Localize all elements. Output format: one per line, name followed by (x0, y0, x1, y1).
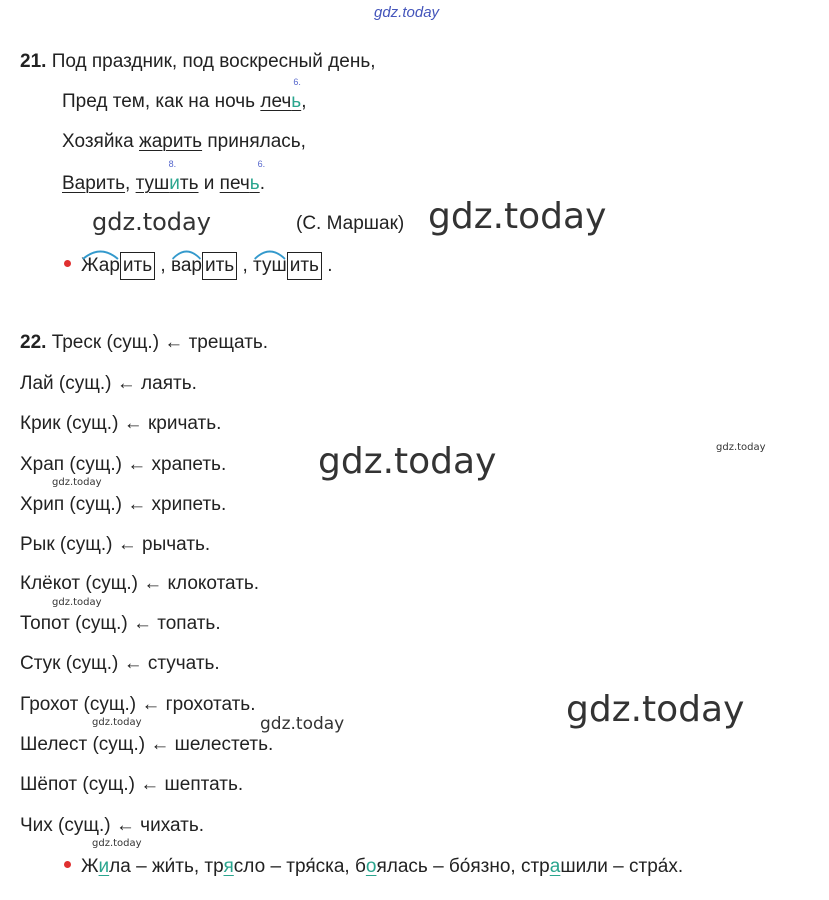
ex21-sup-6a: 6. (293, 77, 301, 87)
ex21-tushit-i: и (169, 173, 180, 194)
watermark-large-2: gdz.today (318, 441, 497, 482)
final-p1: Ж (81, 856, 99, 877)
root-zhar-text: Жар (81, 255, 120, 276)
watermark-small-right: gdz.today (716, 442, 766, 453)
ex21-comma: , (125, 173, 136, 194)
analysis-end: . (321, 255, 333, 276)
final-vowel-2: я (223, 856, 234, 877)
ex21-analysis (64, 252, 332, 280)
ex22-line-12: Чих (сущ.) ← чихать. (20, 815, 205, 836)
sep-2: , (237, 255, 254, 276)
ex21-line1 (20, 50, 376, 74)
root-arc-icon (253, 248, 287, 260)
ex21-line2-end: , (301, 91, 307, 112)
ex22-line-11: Шёпот (сущ.) ← шептать. (20, 774, 244, 795)
watermark-small-b: gdz.today (92, 717, 142, 728)
root-tush (253, 254, 287, 278)
final-p9: шили – стра́х. (560, 856, 684, 877)
ex21-line3-a: Хозяйка (62, 131, 140, 152)
watermark-top: gdz.today (374, 4, 440, 21)
suffix-box-1: ить (120, 252, 155, 280)
watermark-small-a: gdz.today (52, 597, 102, 608)
root-var-text: вар (170, 255, 202, 276)
ex22-line-0 (20, 331, 268, 355)
ex22-line-2: Крик (сущ.) ← кричать. (20, 413, 222, 434)
watermark-large-3: gdz.today (566, 689, 745, 730)
root-tush-text: туш (253, 255, 287, 276)
watermark-large-1: gdz.today (428, 196, 607, 237)
ex21-line2-text: Пред тем, как на ночь (62, 91, 261, 112)
sep-1: , (155, 255, 171, 276)
ex22-final (64, 855, 683, 879)
watermark-small-c: gdz.today (92, 838, 142, 849)
ex21-line3 (62, 130, 306, 154)
final-vowel-4: а (549, 856, 561, 877)
ex21-pech-b: ь (249, 173, 260, 194)
ex22-line-5: Рык (сущ.) ← рычать. (20, 534, 211, 555)
ex21-sup-6b: 6. (257, 159, 266, 169)
ex21-and: и (198, 173, 220, 194)
watermark-medium-left: gdz.today (92, 208, 211, 236)
watermark-small-left-1: gdz.today (52, 477, 102, 488)
root-var (171, 254, 202, 278)
ex22-line-3: Храп (сущ.) ← храпеть. (20, 454, 227, 475)
ex21-word-varit: Варить (62, 173, 126, 194)
final-p7: ялась – бо́язно, стр (376, 856, 550, 877)
ex21-word-lech (260, 77, 302, 114)
ex21-pech-a: печ (219, 173, 250, 194)
root-arc-icon (171, 248, 202, 260)
ex21-author: (С. Маршак) (296, 213, 405, 234)
final-p3: ла – жи́ть, тр (109, 856, 224, 877)
ex21-word-lech-soft: ь (291, 91, 302, 112)
root-zhar (81, 254, 120, 278)
final-p5: сло – тря́ска, б (233, 856, 366, 877)
ex21-tushit-c: ть (179, 173, 199, 194)
ex22-line-9: Грохот (сущ.) ← грохотать. (20, 694, 256, 715)
ex22-line-1: Лай (сущ.) ← лаять. (20, 373, 197, 394)
ex22-line-10: Шелест (сущ.) ← шелестеть. (20, 734, 274, 755)
ex22-line-0-text: Треск (сущ.) ← трещать. (51, 332, 269, 353)
ex21-line3-b: принялась, (202, 131, 306, 152)
ex21-line2 (62, 77, 307, 114)
ex21-sup-8: 8. (168, 159, 177, 169)
final-vowel-3: о (365, 856, 377, 877)
ex21-line4-end: . (259, 173, 265, 194)
ex21-line1-text: Под праздник, под воскресный день, (51, 51, 376, 72)
root-arc-icon (81, 248, 120, 260)
ex22-line-8: Стук (сущ.) ← стучать. (20, 653, 220, 674)
ex22-number: 22. (20, 332, 47, 353)
ex21-line4 (62, 159, 266, 196)
ex22-line-4: Хрип (сущ.) ← хрипеть. (20, 494, 227, 515)
suffix-box-3: ить (287, 252, 322, 280)
ex21-word-pech (219, 159, 266, 196)
ex21-number: 21. (20, 51, 47, 72)
bullet-dot (64, 260, 71, 267)
suffix-box-2: ить (202, 252, 237, 280)
watermark-medium-mid: gdz.today (260, 714, 345, 734)
ex21-word-tushit (135, 159, 199, 196)
ex21-word-lech-base: леч (260, 91, 292, 112)
ex21-word-zharit: жарить (139, 131, 203, 152)
ex21-tushit-a: туш (135, 173, 170, 194)
final-vowel-1: и (98, 856, 110, 877)
ex22-line-7: Топот (сущ.) ← топать. (20, 613, 221, 634)
ex22-line-6: Клёкот (сущ.) ← клокотать. (20, 573, 260, 594)
bullet-dot (64, 861, 71, 868)
